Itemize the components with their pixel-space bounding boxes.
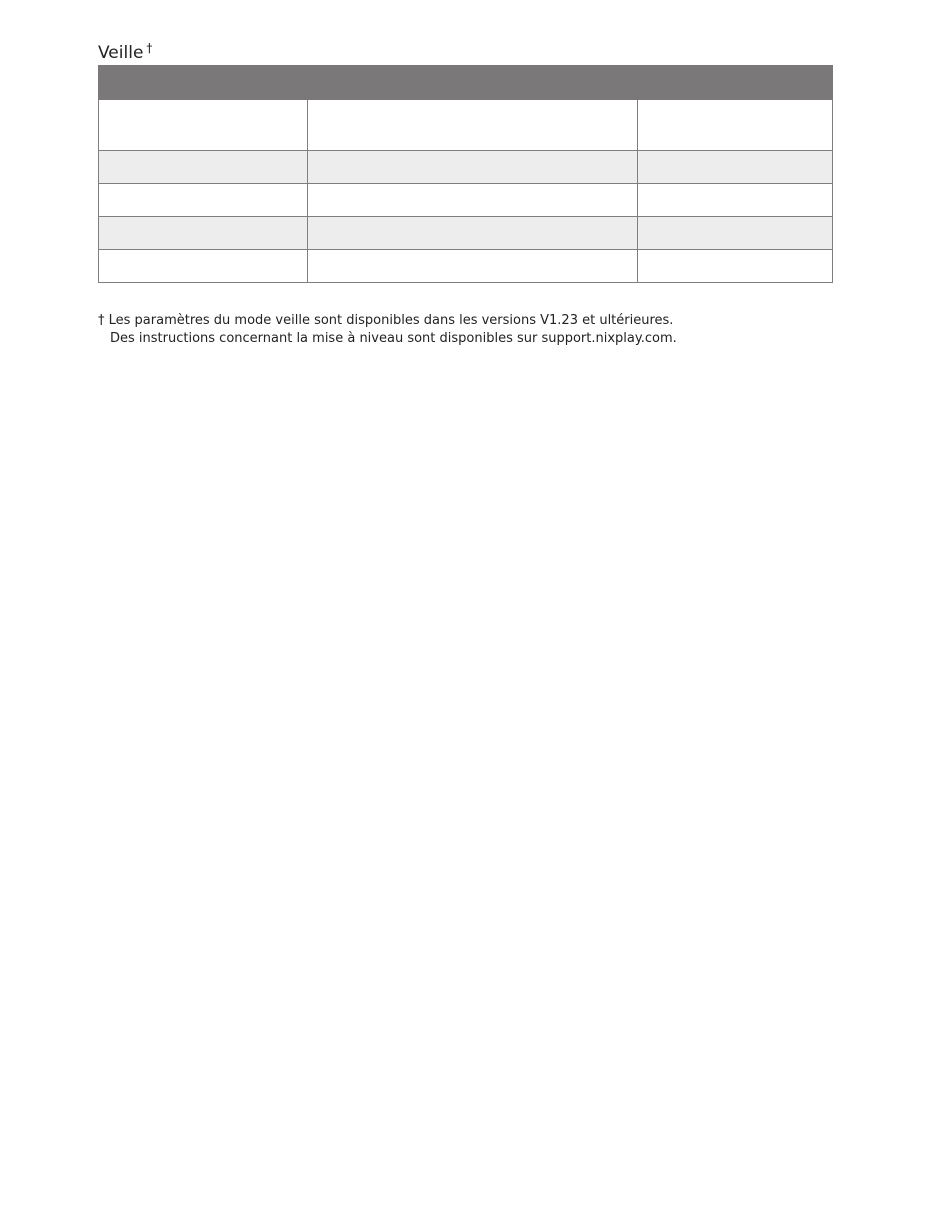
table-cell: [99, 184, 308, 217]
table-cell: [638, 250, 833, 283]
table-header-cell: [638, 66, 833, 100]
table-row: [99, 250, 833, 283]
table-cell: [308, 250, 638, 283]
table-cell: [308, 217, 638, 250]
table-header-cell: [99, 66, 308, 100]
table-cell: [308, 184, 638, 217]
table-cell: [308, 151, 638, 184]
table-cell: [99, 100, 308, 151]
section-title: [98, 37, 152, 64]
table-header-cell: [308, 66, 638, 100]
table-cell: [638, 100, 833, 151]
footnote: [98, 312, 677, 348]
table-cell: [99, 250, 308, 283]
table-header-row: [99, 66, 833, 100]
standby-settings-table: [98, 65, 833, 283]
table-cell: [638, 151, 833, 184]
footnote-line: † Les paramètres du mode veille sont disponibles dans les versions V1.23 et ultérieures.: [98, 313, 674, 328]
footnote-marker: †: [146, 41, 153, 55]
footnote-line: Des instructions concernant la mise à niveau sont disponibles sur support.nixplay.com.: [110, 331, 677, 346]
table-cell: [638, 217, 833, 250]
table-row: [99, 100, 833, 151]
table-cell: [99, 151, 308, 184]
table-cell: [638, 184, 833, 217]
table-row: [99, 217, 833, 250]
table-row: [99, 151, 833, 184]
table-row: [99, 184, 833, 217]
table-cell: [99, 217, 308, 250]
table-cell: [308, 100, 638, 151]
section-title-text: Veille: [98, 43, 144, 63]
